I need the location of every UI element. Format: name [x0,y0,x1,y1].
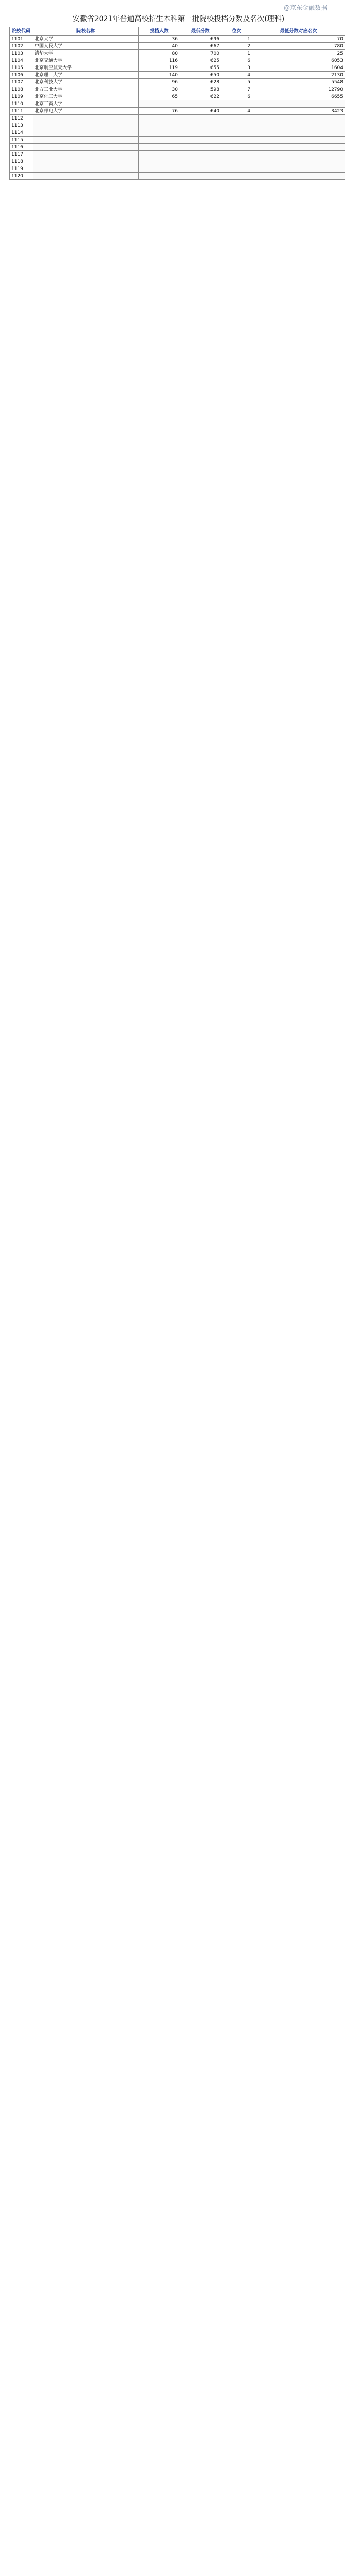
cell-name [33,173,139,180]
cell-count: 36 [139,36,180,43]
table-row [10,93,345,100]
cell-count [139,115,180,122]
cell-name: 北京工商大学 [33,100,139,108]
cell-min-score-rank [252,122,345,129]
cell-min-score-rank [252,158,345,165]
cell-count: 96 [139,79,180,86]
cell-code: 1110 [10,100,33,108]
cell-name: 北京邮电大学 [33,108,139,115]
cell-code: 1115 [10,137,33,144]
cell-name: 北京化工大学 [33,93,139,100]
cell-rank-tier: 6 [221,93,252,100]
table-header-row [10,27,345,36]
cell-min-score: 700 [180,50,221,57]
cell-count: 65 [139,93,180,100]
cell-min-score: 655 [180,64,221,72]
column-header-min-score: 最低分数 [180,27,221,36]
cell-min-score-rank [252,137,345,144]
cell-name [33,137,139,144]
cell-count: 116 [139,57,180,64]
table-row [10,151,345,158]
cell-min-score-rank [252,100,345,108]
cell-count [139,129,180,137]
cell-min-score [180,115,221,122]
cell-name [33,129,139,137]
source-watermark: @京东金融数据 [283,4,327,11]
cell-rank-tier: 7 [221,86,252,93]
cell-min-score [180,137,221,144]
table-row [10,173,345,180]
cell-count [139,165,180,173]
column-header-min-score-rank: 最低分数对应名次 [252,27,345,36]
cell-rank-tier [221,100,252,108]
cell-code: 1117 [10,151,33,158]
cell-min-score [180,173,221,180]
cell-min-score-rank: 3423 [252,108,345,115]
cell-rank-tier [221,129,252,137]
cell-rank-tier [221,173,252,180]
cell-code: 1101 [10,36,33,43]
cell-count: 30 [139,86,180,93]
cell-min-score [180,100,221,108]
cell-code: 1120 [10,173,33,180]
cell-name [33,165,139,173]
table-row [10,115,345,122]
cell-code: 1116 [10,144,33,151]
cell-min-score: 640 [180,108,221,115]
cell-count: 40 [139,43,180,50]
table-row [10,100,345,108]
cell-code: 1104 [10,57,33,64]
cell-min-score-rank [252,165,345,173]
cell-min-score-rank: 2130 [252,72,345,79]
cell-rank-tier [221,151,252,158]
cell-min-score-rank: 780 [252,43,345,50]
cell-min-score-rank [252,173,345,180]
table-row [10,158,345,165]
table-row [10,129,345,137]
cell-rank-tier: 6 [221,57,252,64]
cell-min-score-rank: 25 [252,50,345,57]
cell-name: 北京科技大学 [33,79,139,86]
cell-rank-tier [221,137,252,144]
cell-rank-tier [221,158,252,165]
cell-min-score [180,151,221,158]
table-row [10,144,345,151]
cell-name: 清华大学 [33,50,139,57]
cell-min-score [180,165,221,173]
cell-name [33,144,139,151]
cell-code: 1118 [10,158,33,165]
cell-code: 1114 [10,129,33,137]
table-body [10,36,345,180]
cell-min-score-rank: 6053 [252,57,345,64]
cell-count [139,100,180,108]
cell-min-score [180,158,221,165]
table-row [10,122,345,129]
cell-rank-tier: 4 [221,108,252,115]
cell-rank-tier: 3 [221,64,252,72]
table-row [10,79,345,86]
table-header [10,27,345,36]
cell-count: 80 [139,50,180,57]
table-row [10,50,345,57]
cell-code: 1107 [10,79,33,86]
cell-rank-tier [221,165,252,173]
cell-code: 1102 [10,43,33,50]
table-row [10,36,345,43]
cell-min-score-rank: 70 [252,36,345,43]
cell-min-score: 598 [180,86,221,93]
cell-name [33,158,139,165]
page-header [0,0,357,27]
cell-code: 1108 [10,86,33,93]
cell-count [139,151,180,158]
page-title: 安徽省2021年普通高校招生本科第一批院校投档分数及名次(理科) [72,15,285,23]
column-header-code: 院校代码 [10,27,33,36]
cell-min-score: 625 [180,57,221,64]
cell-count [139,144,180,151]
cell-min-score [180,122,221,129]
cell-rank-tier: 4 [221,72,252,79]
cell-name [33,115,139,122]
cell-code: 1106 [10,72,33,79]
cell-name [33,122,139,129]
column-header-name: 院校名称 [33,27,139,36]
cell-min-score-rank: 5548 [252,79,345,86]
cell-count [139,137,180,144]
cell-code: 1112 [10,115,33,122]
cell-rank-tier: 2 [221,43,252,50]
admission-score-table [9,27,345,180]
table-row [10,137,345,144]
cell-min-score-rank: 6655 [252,93,345,100]
cell-rank-tier: 5 [221,79,252,86]
cell-code: 1119 [10,165,33,173]
table-row [10,86,345,93]
cell-code: 1105 [10,64,33,72]
table-row [10,57,345,64]
cell-count [139,158,180,165]
table-row [10,43,345,50]
cell-count: 76 [139,108,180,115]
cell-name: 北京大学 [33,36,139,43]
column-header-count: 投档人数 [139,27,180,36]
cell-count: 140 [139,72,180,79]
cell-rank-tier [221,122,252,129]
column-header-rank-tier: 位次 [221,27,252,36]
table-row [10,72,345,79]
cell-rank-tier [221,115,252,122]
cell-min-score: 650 [180,72,221,79]
cell-rank-tier: 1 [221,50,252,57]
cell-min-score: 628 [180,79,221,86]
cell-rank-tier [221,144,252,151]
cell-code: 1103 [10,50,33,57]
table-row [10,64,345,72]
cell-name: 中国人民大学 [33,43,139,50]
cell-code: 1113 [10,122,33,129]
cell-min-score-rank: 12790 [252,86,345,93]
cell-min-score-rank [252,115,345,122]
cell-count [139,122,180,129]
cell-min-score-rank [252,144,345,151]
cell-name: 北京理工大学 [33,72,139,79]
cell-min-score [180,144,221,151]
table-row [10,165,345,173]
cell-name: 北京交通大学 [33,57,139,64]
cell-code: 1109 [10,93,33,100]
cell-name: 北方工业大学 [33,86,139,93]
cell-min-score: 696 [180,36,221,43]
cell-count: 119 [139,64,180,72]
cell-min-score [180,129,221,137]
cell-code: 1111 [10,108,33,115]
table-row [10,108,345,115]
cell-min-score-rank: 1604 [252,64,345,72]
cell-min-score-rank [252,151,345,158]
cell-min-score: 667 [180,43,221,50]
cell-min-score-rank [252,129,345,137]
cell-name: 北京航空航天大学 [33,64,139,72]
cell-name [33,151,139,158]
cell-count [139,173,180,180]
cell-rank-tier: 1 [221,36,252,43]
cell-min-score: 622 [180,93,221,100]
